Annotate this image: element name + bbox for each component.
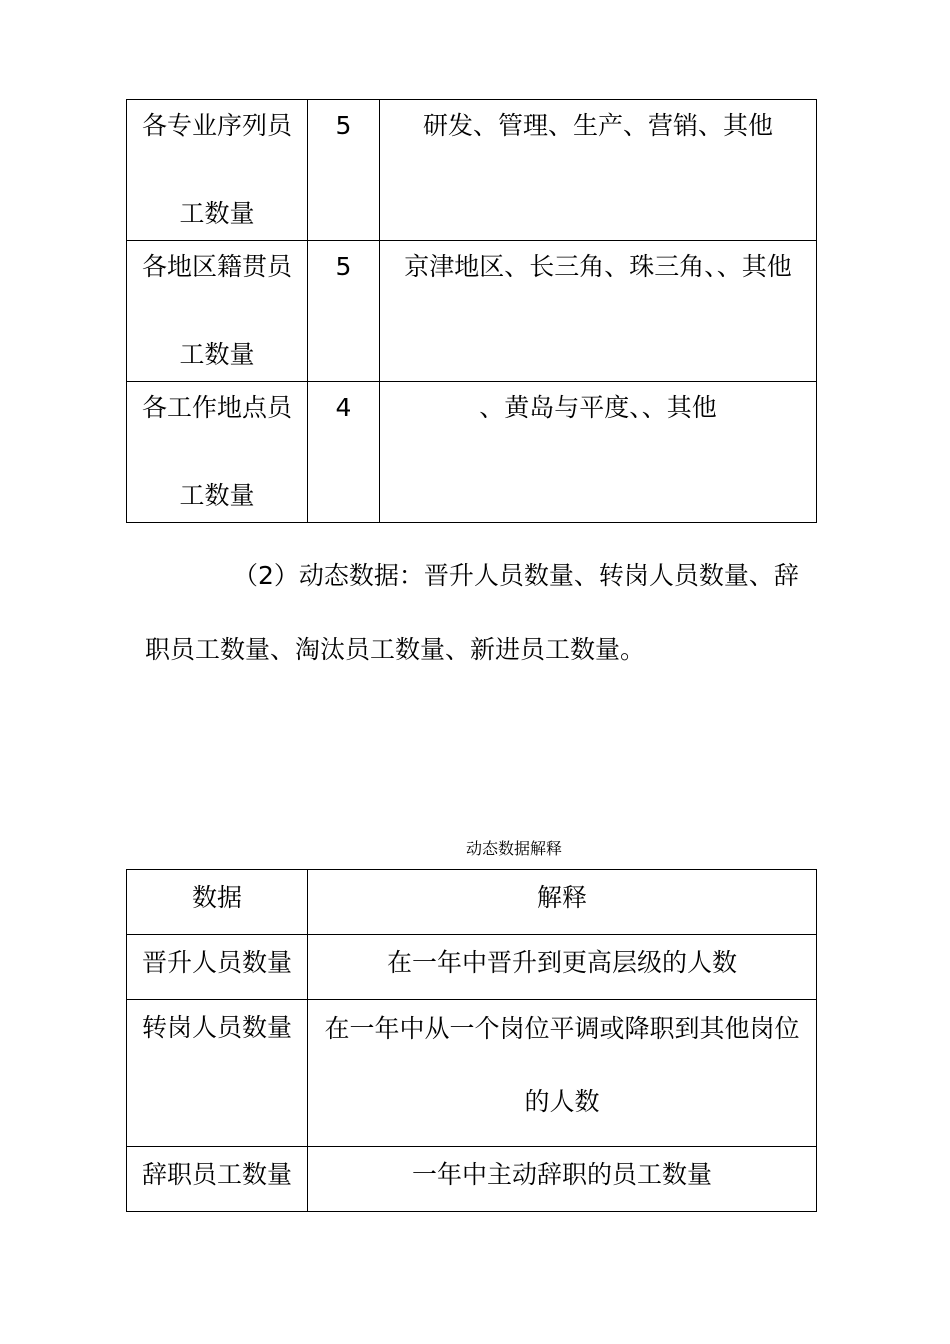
row-detail-cell [380,241,817,382]
term-cell: 辞职员工数量 [127,1147,308,1212]
row-label-line1: 各工作地点员 [141,393,292,422]
row-label-cell [127,241,308,382]
table-row [127,1147,817,1212]
dynamic-data-table [126,869,817,1212]
row-label-line1: 各专业序列员 [141,111,292,140]
term-cell: 晋升人员数量 [127,935,308,1000]
row-count: 4 [335,393,352,422]
row-count: 5 [335,111,352,140]
explanation-cell: 在一年中晋升到更高层级的人数 [308,935,817,1000]
row-detail: 、黄岛与平度、、其他 [479,393,717,422]
dynamic-data-paragraph-line2: 职员工数量、淘汰员工数量、新进员工数量。 [145,635,646,664]
row-detail: 研发、管理、生产、营销、其他 [422,111,773,140]
row-label-cell [127,100,308,241]
term-cell: 转岗人员数量 [127,1000,308,1147]
row-detail-cell [380,382,817,523]
row-label-line2: 工数量 [179,199,255,228]
row-count-cell [308,382,380,523]
explanation-cell [308,1000,817,1147]
row-detail-cell [380,100,817,241]
explanation-line2: 的人数 [524,1087,600,1116]
table-row [127,100,817,241]
table-row [127,241,817,382]
row-label-line2: 工数量 [179,481,255,510]
static-data-table [126,99,817,523]
table-row [127,935,817,1000]
table-row [127,382,817,523]
row-label-cell [127,382,308,523]
row-label-line1: 各地区籍贯员 [141,252,292,281]
row-count-cell [308,100,380,241]
row-count-cell [308,241,380,382]
row-detail: 京津地区、长三角、珠三角、、其他 [404,252,792,281]
row-label-line2: 工数量 [179,340,255,369]
table-row [127,1000,817,1147]
header-term: 数据 [127,870,308,935]
explanation-cell: 一年中主动辞职的员工数量 [308,1147,817,1212]
row-count: 5 [335,252,352,281]
dynamic-data-paragraph-line1: （2）动态数据：晋升人员数量、转岗人员数量、辞 [233,561,799,590]
explanation-line1: 在一年中从一个岗位平调或降职到其他岗位 [324,1014,800,1043]
header-explanation: 解释 [308,870,817,935]
table-caption: 动态数据解释 [465,839,562,858]
table-header-row [127,870,817,935]
